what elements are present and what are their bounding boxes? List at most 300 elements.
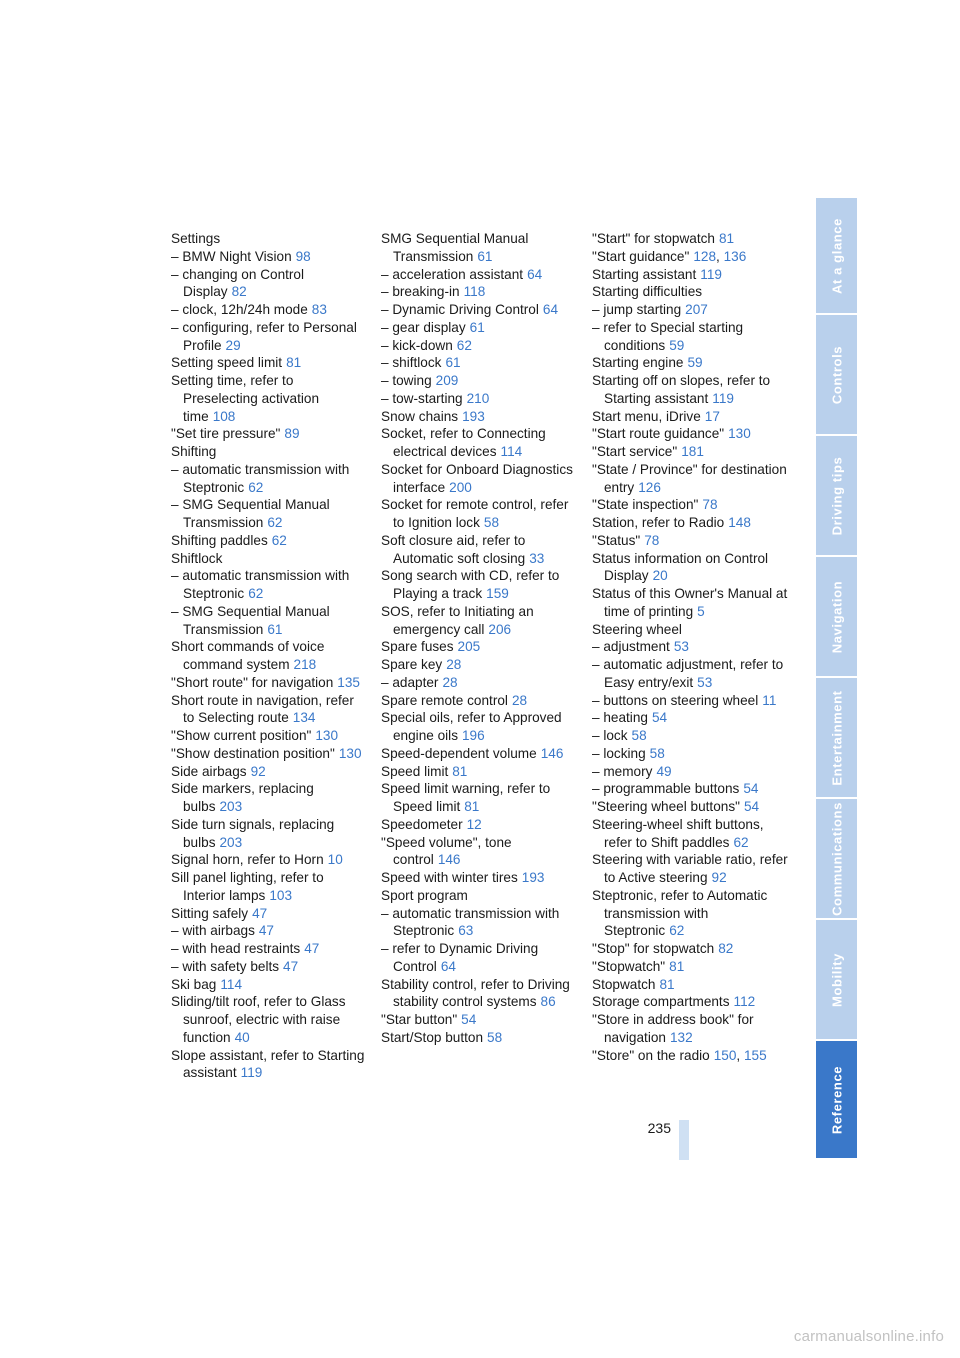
page-reference-link[interactable]: 78 (702, 497, 718, 513)
page-number: 235 (647, 1120, 671, 1136)
page-reference-link[interactable]: 119 (700, 266, 722, 282)
page-reference-link[interactable]: 81 (464, 799, 480, 814)
index-entry (592, 585, 792, 621)
index-entry-term: – clock, 12h/24h mode (171, 302, 308, 317)
index-entry (381, 780, 577, 816)
index-entry (171, 496, 367, 532)
page-reference-link[interactable]: 10 (327, 852, 343, 868)
watermark: carmanualsonline.info (793, 1328, 944, 1345)
index-entry-term: Short commands of voice command system (171, 639, 325, 672)
index-entry (171, 763, 367, 781)
index-entry (592, 656, 792, 692)
section-tab-entertainment[interactable] (816, 678, 857, 799)
page-reference-link[interactable]: 62 (267, 515, 283, 530)
index-entry (171, 816, 367, 852)
page-reference-link[interactable]: 146 (437, 852, 461, 868)
index-entry-term: Setting time, refer to Preselecting activation time (171, 373, 320, 424)
page-number-bar (679, 1120, 689, 1160)
index-entry (171, 692, 367, 728)
index-entry-term: – locking (592, 745, 646, 761)
page-reference-link[interactable]: 62 (669, 923, 685, 939)
index-entry (171, 638, 367, 674)
page-reference-link[interactable]: 207 (685, 302, 708, 317)
index-entry-term: Song search with CD, refer to Playing a track (381, 568, 560, 601)
page-reference-link[interactable]: 114 (500, 444, 523, 459)
index-entry (171, 958, 367, 976)
index-entry-term: Steptronic, refer to Automatic transmission with Steptronic (592, 887, 768, 939)
index-entry (381, 408, 577, 426)
page-reference-link[interactable]: 58 (631, 728, 647, 743)
index-entry (381, 230, 577, 266)
page-reference-link[interactable]: 5 (697, 603, 705, 619)
index-entry (381, 319, 577, 337)
index-entry (171, 976, 367, 994)
page-reference-link[interactable]: 64 (440, 958, 456, 974)
index-entry-term: – with head restraints (171, 941, 301, 956)
index-entry (592, 266, 792, 284)
index-entry-term: Starting assistant (592, 266, 697, 282)
index-entry (592, 780, 792, 798)
page-reference-link[interactable]: 130 (315, 728, 339, 743)
index-entry-term: – shiftlock (381, 355, 442, 371)
page-reference-link[interactable]: 62 (733, 834, 749, 850)
index-entry (381, 869, 577, 887)
index-entry (381, 301, 577, 319)
page-reference-link[interactable]: 136 (723, 248, 747, 264)
index-entry-term: Short route in navigation, refer to Selecting route (171, 692, 354, 726)
page-reference-link[interactable]: 132 (669, 1029, 693, 1045)
index-entry-term: Shifting paddles (171, 532, 268, 548)
index-entry (381, 283, 577, 301)
page-reference-link[interactable]: 128 (693, 248, 717, 264)
index-entry-term: Steering with variable ratio, refer to Active steering (592, 852, 788, 885)
index-entry (381, 372, 577, 390)
index-entry (592, 745, 792, 763)
page-reference-link[interactable]: 89 (284, 426, 300, 442)
page-reference-link[interactable]: 119 (240, 1065, 263, 1081)
page-reference-link[interactable]: 28 (446, 657, 462, 672)
page-reference-link[interactable]: 81 (452, 763, 468, 779)
page-reference-link[interactable]: 150 (713, 1047, 737, 1063)
page-reference-link[interactable]: 155 (743, 1047, 767, 1063)
index-entry-term: Side turn signals, replacing bulbs (171, 816, 335, 850)
index-entry-term: – SMG Sequential Manual Transmission (171, 497, 330, 530)
index-entry-term: Side markers, replacing bulbs (171, 781, 314, 814)
index-entry-term: Speed-dependent volume (381, 745, 537, 761)
index-entry-term: – buttons on steering wheel (592, 692, 759, 708)
section-tab-label: Driving tips (829, 456, 844, 535)
page-reference-link[interactable]: 47 (258, 923, 274, 939)
index-entry (592, 550, 792, 586)
index-entry (171, 425, 367, 443)
index-entry (381, 354, 577, 372)
index-entry (592, 887, 792, 940)
index-entry-term: "Show current position" (171, 728, 312, 743)
index-entry (592, 461, 792, 497)
index-entry-term: Ski bag (171, 976, 217, 992)
index-column-1 (171, 230, 367, 1082)
page-reference-link[interactable]: 58 (649, 745, 665, 761)
index-entry-term: Status information on Control Display (592, 550, 769, 584)
section-tab-communications[interactable] (816, 799, 857, 920)
index-entry (171, 230, 367, 248)
index-entry-term: Storage compartments (592, 994, 730, 1010)
index-entry: "Store" on the radio 150, 155 (592, 1047, 767, 1063)
page-reference-link[interactable]: 28 (442, 674, 458, 690)
section-tab-label: Controls (829, 345, 844, 404)
section-tab-reference[interactable] (816, 1041, 857, 1160)
index-entry (381, 1011, 577, 1029)
index-entry (381, 905, 577, 941)
page-reference-link[interactable]: 59 (669, 337, 685, 353)
index-entry-term: "Steering wheel buttons" (592, 799, 740, 814)
section-tab-controls[interactable] (816, 315, 857, 436)
index-entry (381, 532, 577, 568)
index-entry-term: – refer to Special starting conditions (592, 319, 744, 353)
index-entry (171, 319, 367, 355)
index-entry-term: Setting speed limit (171, 355, 283, 371)
index-entry-term: Start menu, iDrive (592, 408, 701, 424)
index-entry-term: – programmable buttons (592, 781, 740, 797)
page-reference-link[interactable]: 62 (248, 479, 264, 495)
index-entry-term: Sill panel lighting, refer to Interior lamps (171, 870, 324, 903)
index-entry (171, 851, 367, 869)
index-entry-term: – SMG Sequential Manual Transmission (171, 603, 330, 637)
page-reference-link[interactable]: 62 (248, 586, 264, 601)
page-reference-link[interactable]: 193 (462, 408, 485, 424)
page-reference-link[interactable]: 62 (271, 532, 287, 548)
index-entry (171, 532, 367, 550)
page-reference-link[interactable]: 12 (466, 816, 482, 832)
page-reference-link[interactable]: 119 (712, 390, 734, 406)
index-entry (171, 745, 367, 763)
page-reference-link[interactable]: 103 (269, 887, 293, 903)
index-entry-term: Slope assistant, refer to Starting assistant (171, 1047, 365, 1081)
page-reference-link[interactable]: 134 (292, 710, 316, 726)
index-entry-term: – memory (592, 763, 653, 779)
index-entry-term: Steering-wheel shift buttons, refer to Shift paddles (592, 816, 764, 850)
page-reference-link[interactable]: 92 (711, 870, 727, 885)
index-entry-term: Status of this Owner's Manual at time of printing (592, 586, 788, 619)
index-entry-term: – adjustment (592, 639, 670, 655)
index-entry (592, 319, 792, 355)
index-entry (592, 443, 792, 461)
index-entry (171, 372, 367, 425)
page-reference-link[interactable]: 135 (337, 674, 360, 690)
page-reference-link[interactable]: 130 (338, 745, 362, 761)
page-reference-link[interactable]: 58 (487, 1029, 503, 1045)
index-entry (592, 976, 792, 994)
index-entry-term: SOS, refer to Initiating an emergency call (381, 603, 534, 637)
page-reference-link[interactable]: 61 (445, 355, 461, 371)
index-entry-term: Side airbags (171, 763, 247, 779)
page-reference-link[interactable]: 53 (673, 639, 689, 655)
section-tab-navigation[interactable] (816, 557, 857, 678)
page-reference-link[interactable]: 81 (286, 355, 302, 371)
index-entry-term: Socket for remote control, refer to Ignition lock (381, 497, 569, 530)
index-entry-term: Socket, refer to Connecting electrical devices (381, 426, 546, 459)
index-entry (381, 834, 577, 870)
index-entry-term: "Status" (592, 532, 641, 548)
index-entry-term: – lock (592, 728, 628, 743)
page-reference-link[interactable]: 17 (704, 408, 720, 424)
index-entry-term: "Speed volume", tone control (381, 834, 512, 868)
index-entry-term: "Start route guidance" (592, 426, 725, 442)
page-reference-link[interactable]: 40 (234, 1029, 250, 1045)
page-reference-link[interactable]: 47 (304, 941, 320, 956)
page-reference-link[interactable]: 206 (488, 621, 512, 637)
index-entry (381, 887, 577, 905)
index-entry (592, 621, 792, 639)
index-entry-term: "State / Province" for destination entry (592, 461, 787, 495)
index-entry (592, 1011, 792, 1047)
index-entry-term: "Stopwatch" (592, 958, 666, 974)
index-entry (592, 514, 792, 532)
index-entry (381, 674, 577, 692)
index-entry-term: – automatic adjustment, refer to Easy entry/exit (592, 657, 784, 690)
page-reference-link[interactable]: 81 (669, 958, 685, 974)
index-entry-term: "Start service" (592, 444, 678, 459)
index-entry-term: "Star button" (381, 1012, 458, 1027)
index-entry-term: – BMW Night Vision (171, 248, 292, 264)
page-reference-link[interactable]: 33 (529, 550, 545, 566)
index-entry (171, 1047, 367, 1083)
index-entry-term: Shiftlock (171, 550, 223, 566)
page-reference-link[interactable]: 64 (527, 266, 543, 282)
index-entry-term: Starting off on slopes, refer to Starting assistant (592, 373, 771, 406)
index-entry-term: Speedometer (381, 816, 463, 832)
page-reference-link[interactable]: 82 (231, 284, 247, 300)
index-entry (381, 940, 577, 976)
page-reference-link[interactable]: 54 (461, 1012, 477, 1027)
page-reference-link[interactable]: 54 (651, 710, 668, 726)
index-entry (592, 354, 792, 372)
index-entry-term: – jump starting (592, 302, 682, 317)
page-reference-link[interactable]: 53 (697, 674, 713, 690)
page-reference-link[interactable]: 210 (466, 390, 490, 406)
index-entry-term: Spare key (381, 657, 443, 672)
index-entry (171, 266, 367, 302)
page-reference-link[interactable]: 61 (267, 621, 283, 637)
index-entry (381, 638, 577, 656)
page-reference-link[interactable]: 118 (463, 284, 486, 300)
index-entry-term: – configuring, refer to Personal Profile (171, 319, 357, 353)
index-entry-term: Spare remote control (381, 692, 508, 708)
page-reference-link[interactable]: 148 (728, 515, 751, 530)
page-reference-link[interactable]: 58 (483, 515, 500, 530)
index-entry (171, 603, 367, 639)
page-reference-link[interactable]: 193 (521, 870, 545, 885)
index-entry (592, 230, 792, 248)
page-reference-link[interactable]: 92 (250, 763, 266, 779)
index-entry-term: Sitting safely (171, 905, 249, 921)
index-entry (381, 337, 577, 355)
page-reference-link[interactable]: 159 (486, 586, 509, 601)
page-reference-link[interactable]: 81 (659, 976, 675, 992)
page-reference-link[interactable]: 54 (743, 799, 760, 814)
index-entry-term: – heating (592, 710, 648, 726)
index-column-3 (592, 230, 792, 1064)
page-reference-link[interactable]: 62 (456, 337, 472, 353)
page-reference-link[interactable]: 114 (220, 976, 243, 992)
page-reference-link[interactable]: 130 (728, 426, 751, 442)
index-entry-term: Speed with winter tires (381, 870, 518, 885)
index-entry (171, 940, 367, 958)
index-entry-term: "Start guidance" (592, 248, 690, 264)
index-entry (171, 354, 367, 372)
page-reference-link[interactable]: 78 (644, 532, 660, 548)
index-entry-term: Stability control, refer to Driving stability control systems (381, 976, 570, 1010)
page-reference-link[interactable]: 54 (743, 781, 759, 797)
index-entry-term: – towing (381, 373, 432, 388)
page-reference-link[interactable]: 29 (225, 337, 241, 353)
page-reference-link[interactable]: 126 (638, 479, 661, 495)
page-reference-link[interactable]: 209 (435, 373, 459, 388)
index-entry-term: Starting engine (592, 355, 684, 371)
section-tab-at-a-glance[interactable] (816, 198, 857, 315)
page-reference-link[interactable]: 63 (458, 923, 474, 939)
index-entry-term: Speed limit (381, 763, 449, 779)
index-entry-term: "Stop" for stopwatch (592, 941, 715, 956)
index-entry-term: Stopwatch (592, 976, 656, 992)
index-entry (381, 763, 577, 781)
index-entry (592, 798, 792, 816)
index-entry-term: Sport program (381, 887, 468, 903)
page-reference-link[interactable]: 82 (718, 941, 734, 956)
page-reference-link[interactable]: 86 (540, 994, 556, 1010)
index-entry (381, 1029, 577, 1047)
index-entry-term: Special oils, refer to Approved engine oils (381, 710, 562, 743)
page-reference-link[interactable]: 112 (733, 994, 756, 1010)
index-entry-term: Socket for Onboard Diagnostics interface (381, 461, 573, 495)
index-entry-term: – gear display (381, 319, 466, 335)
section-tab-driving-tips[interactable] (816, 436, 857, 557)
index-entry (171, 248, 367, 266)
index-entry-term: Signal horn, refer to Horn (171, 852, 324, 868)
page-reference-link[interactable]: 200 (449, 479, 472, 495)
page-reference-link[interactable]: 203 (219, 799, 243, 814)
page-reference-link[interactable]: 181 (681, 444, 704, 459)
index-entry (592, 496, 792, 514)
section-tab-label: Mobility (829, 952, 844, 1007)
index-entry-term: – with safety belts (171, 958, 280, 974)
page-reference-link[interactable]: 11 (762, 692, 777, 708)
index-entry (592, 763, 792, 781)
index-entry (171, 461, 367, 497)
index-entry-term: Starting difficulties (592, 284, 703, 300)
index-entry-term: Steering wheel (592, 621, 682, 637)
index-entry (381, 425, 577, 461)
index-entry (171, 869, 367, 905)
page-reference-link[interactable]: 146 (540, 745, 564, 761)
index-entry (381, 603, 577, 639)
page-reference-link[interactable]: 205 (457, 639, 481, 655)
page-reference-link[interactable]: 83 (311, 302, 327, 317)
index-entry (171, 443, 367, 461)
index-entry-term: Spare fuses (381, 639, 454, 655)
index-entry-term: – changing on Control Display (171, 266, 305, 300)
page-reference-link[interactable]: 64 (542, 302, 559, 317)
index-entry (592, 301, 792, 319)
index-entry-term: Snow chains (381, 408, 459, 424)
index-entry-term: Start/Stop button (381, 1029, 484, 1045)
index-entry (592, 816, 792, 852)
index-entry-term: "State inspection" (592, 497, 699, 513)
page-reference-link[interactable]: 98 (295, 248, 311, 264)
index-entry (381, 461, 577, 497)
index-entry: "Start guidance" 128, 136 (592, 248, 747, 264)
index-entry-term: – adapter (381, 674, 439, 690)
index-entry-term: – automatic transmission with Steptronic (381, 905, 560, 939)
page-reference-link[interactable]: 47 (283, 958, 299, 974)
page-reference-link[interactable]: 61 (469, 319, 485, 335)
index-entry-term: "Store" on the radio (592, 1047, 710, 1063)
index-entry (592, 372, 792, 408)
page-reference-link[interactable]: 20 (652, 568, 668, 584)
page-reference-link[interactable]: 218 (293, 657, 317, 672)
index-entry (592, 940, 792, 958)
page-reference-link[interactable]: 49 (656, 763, 672, 779)
index-entry (592, 408, 792, 426)
index-entry (381, 816, 577, 834)
index-entry-term: – automatic transmission with Steptronic (171, 461, 350, 495)
index-entry (592, 692, 792, 710)
index-entry (171, 567, 367, 603)
index-entry (592, 532, 792, 550)
page-reference-link[interactable]: 108 (212, 408, 236, 424)
index-entry-term: Station, refer to Radio (592, 515, 725, 530)
index-entry (171, 780, 367, 816)
index-entry-term: Speed limit warning, refer to Speed limit (381, 781, 551, 814)
page-reference-link[interactable]: 59 (687, 355, 703, 371)
index-entry (592, 851, 792, 887)
index-entry (381, 656, 577, 674)
page-reference-link[interactable]: 47 (252, 905, 268, 921)
index-entry-term: "Store in address book" for navigation (592, 1012, 754, 1045)
index-entry (592, 958, 792, 976)
section-tab-label: At a glance (829, 217, 844, 294)
index-entry-term: "Show destination position" (171, 745, 335, 761)
page-reference-link[interactable]: 28 (511, 692, 528, 708)
index-entry (592, 638, 792, 656)
page-reference-link[interactable]: 203 (219, 834, 243, 850)
index-entry-term: Settings (171, 231, 221, 246)
index-entry (592, 993, 792, 1011)
page-reference-link[interactable]: 196 (462, 728, 485, 743)
index-entry (381, 496, 577, 532)
index-entry-term: "Short route" for navigation (171, 674, 334, 690)
section-tab-mobility[interactable] (816, 920, 857, 1041)
page-reference-link[interactable]: 81 (718, 231, 735, 246)
section-tab-label: Communications (829, 801, 844, 916)
section-tab-label: Navigation (829, 580, 844, 653)
index-entry (381, 745, 577, 763)
index-entry (381, 266, 577, 284)
index-entry-term: – automatic transmission with Steptronic (171, 568, 350, 601)
index-entry-term: – Dynamic Driving Control (381, 302, 539, 317)
section-tab-label: Entertainment (829, 689, 844, 786)
index-entry (171, 301, 367, 319)
page-reference-link[interactable]: 61 (477, 248, 493, 264)
index-entry-term: Sliding/tilt roof, refer to Glass sunroof, electric with raise function (171, 994, 346, 1045)
index-entry (381, 390, 577, 408)
index-entry (592, 727, 792, 745)
index-entry-term: – with airbags (171, 923, 255, 939)
index-entry-term: – kick-down (381, 337, 453, 353)
index-entry (381, 976, 577, 1012)
index-entry (171, 550, 367, 568)
index-entry-term: – refer to Dynamic Driving Control (381, 941, 539, 974)
